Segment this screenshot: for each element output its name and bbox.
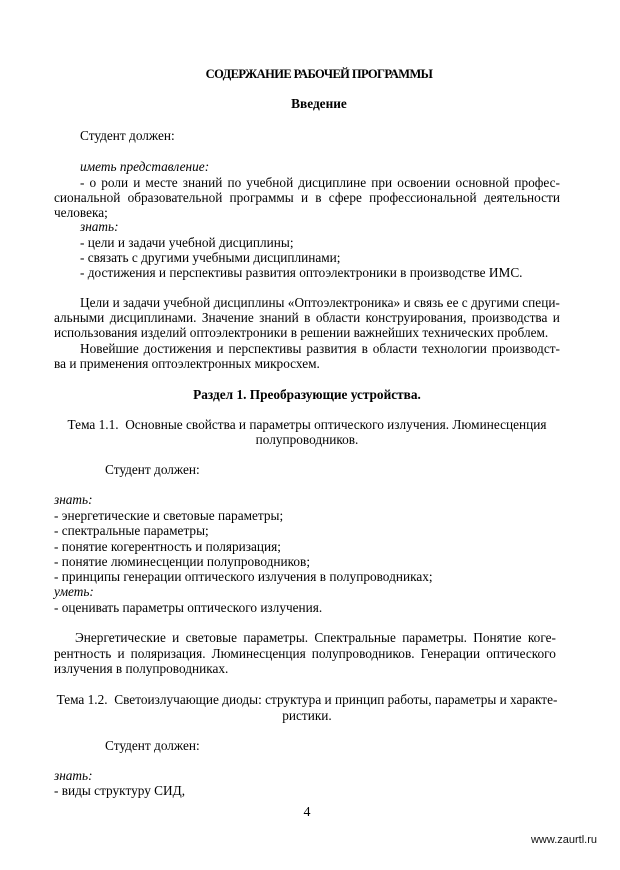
word: освоении	[397, 175, 451, 190]
word: в	[315, 190, 322, 205]
topic-title-line: полупроводников.	[255, 432, 359, 447]
word: по	[227, 175, 242, 190]
word: достижения	[143, 341, 212, 356]
word: деятельности	[483, 190, 560, 205]
paragraph-line	[75, 630, 556, 646]
word: и	[552, 310, 560, 325]
word: параметры.	[402, 630, 467, 645]
can-item: - оценивать параметры оптического излучения.	[54, 600, 323, 615]
know-item: - понятие люминесценции полупроводников;	[54, 554, 311, 569]
know-item: - энергетические и световые параметры;	[54, 508, 284, 523]
word: учебной	[163, 295, 211, 310]
paragraph-line	[80, 341, 560, 357]
topic-title-line: ристики.	[282, 708, 332, 723]
know-item: - спектральные параметры;	[54, 523, 209, 538]
word: поляризация.	[130, 646, 206, 661]
paragraph-line	[54, 646, 556, 662]
word: параметры.	[243, 630, 309, 645]
word: Значение	[201, 310, 254, 325]
section-heading: Раздел 1. Преобразующие устройства.	[193, 387, 421, 402]
have-idea-line	[80, 175, 560, 191]
word: знаний	[259, 310, 299, 325]
can-label: уметь:	[54, 584, 94, 599]
student-must-label: Студент должен:	[105, 462, 200, 477]
word: развития	[306, 341, 357, 356]
word: коге-	[527, 630, 556, 645]
word: Новейшие	[80, 341, 139, 356]
word: производства	[471, 310, 548, 325]
know-item: - цели и задачи учебной дисциплины;	[80, 235, 294, 250]
page-number: 4	[303, 805, 311, 820]
word: в	[361, 341, 368, 356]
word: световые	[185, 630, 238, 645]
topic-title-line: Тема 1.2. Светоизлучающие диоды: структура и принцип работы, параметры и характе-	[56, 692, 558, 707]
word: сиональной	[54, 190, 121, 205]
word: задачи	[122, 295, 161, 310]
know-label: знать:	[80, 219, 119, 234]
paragraph-line: ва и применения оптоэлектронных микросхем.	[54, 356, 320, 371]
word: дисциплинами.	[109, 310, 197, 325]
word: сфере	[328, 190, 362, 205]
student-must-label: Студент должен:	[105, 738, 200, 753]
know-item: - принципы генерации оптического излучения в полупроводниках;	[54, 569, 433, 584]
word: с	[461, 295, 468, 310]
know-item: - понятие когерентность и поляризация;	[54, 539, 281, 554]
word: области	[372, 341, 418, 356]
word: и	[216, 341, 224, 356]
word: специ-	[522, 295, 560, 310]
word: профессиональной	[369, 190, 477, 205]
word: и	[403, 295, 411, 310]
word: о	[89, 175, 97, 190]
word: -	[80, 175, 85, 190]
word: и	[300, 190, 309, 205]
word: и	[133, 175, 141, 190]
have-idea-line	[54, 190, 560, 206]
word: дисциплины	[213, 295, 285, 310]
word: технологии	[422, 341, 487, 356]
word: роли	[101, 175, 129, 190]
topic-title-line: Тема 1.1. Основные свойства и параметры оптического излучения. Люминесценция	[67, 417, 547, 432]
word: учебной	[246, 175, 294, 190]
paragraph-line: использования изделий оптоэлектроники в решении важнейших технических проблем.	[54, 325, 549, 340]
paragraph-line: излучения в полупроводниках.	[54, 661, 229, 676]
word: ее	[446, 295, 459, 310]
word: Энергетические	[75, 630, 166, 645]
have-idea-label: иметь представление:	[80, 159, 210, 174]
word: программы	[229, 190, 294, 205]
page-title: СОДЕРЖАНИЕ РАБОЧЕЙ ПРОГРАММЫ	[205, 67, 433, 81]
word: и	[112, 295, 120, 310]
know-item: - достижения и перспективы развития оптоэлектроники в производстве ИМС.	[80, 265, 523, 280]
paragraph-line	[80, 295, 560, 311]
word: Люминесценция	[211, 646, 306, 661]
word: Цели	[80, 295, 110, 310]
word: Понятие	[473, 630, 522, 645]
student-must-label: Студент должен:	[80, 128, 175, 143]
word: месте	[145, 175, 178, 190]
word: профес-	[514, 175, 560, 190]
know-item: - виды структуру СИД,	[54, 783, 186, 798]
word: полупроводников.	[311, 646, 415, 661]
word: «Оптоэлектроника»	[287, 295, 401, 310]
intro-heading: Введение	[291, 96, 347, 111]
word: знаний	[182, 175, 223, 190]
know-item: - связать с другими учебными дисциплинами;	[80, 250, 341, 265]
word: другими	[470, 295, 519, 310]
word: и	[172, 630, 180, 645]
word: связь	[413, 295, 444, 310]
paragraph-line	[54, 310, 560, 326]
have-idea-line: человека;	[54, 205, 108, 220]
word: образовательной	[127, 190, 223, 205]
word: в	[304, 310, 311, 325]
word: альными	[54, 310, 105, 325]
word: основной	[455, 175, 510, 190]
know-label: знать:	[54, 768, 93, 783]
know-label: знать:	[54, 492, 93, 507]
word: при	[371, 175, 393, 190]
word: оптического	[486, 646, 556, 661]
word: рентность	[54, 646, 112, 661]
word: Спектральные	[314, 630, 396, 645]
watermark: www.zaurtl.ru	[530, 834, 597, 846]
word: и	[117, 646, 125, 661]
word: конструирования,	[365, 310, 467, 325]
word: перспективы	[228, 341, 302, 356]
word: производст-	[491, 341, 560, 356]
word: дисциплине	[298, 175, 367, 190]
word: Генерации	[420, 646, 481, 661]
word: области	[315, 310, 361, 325]
